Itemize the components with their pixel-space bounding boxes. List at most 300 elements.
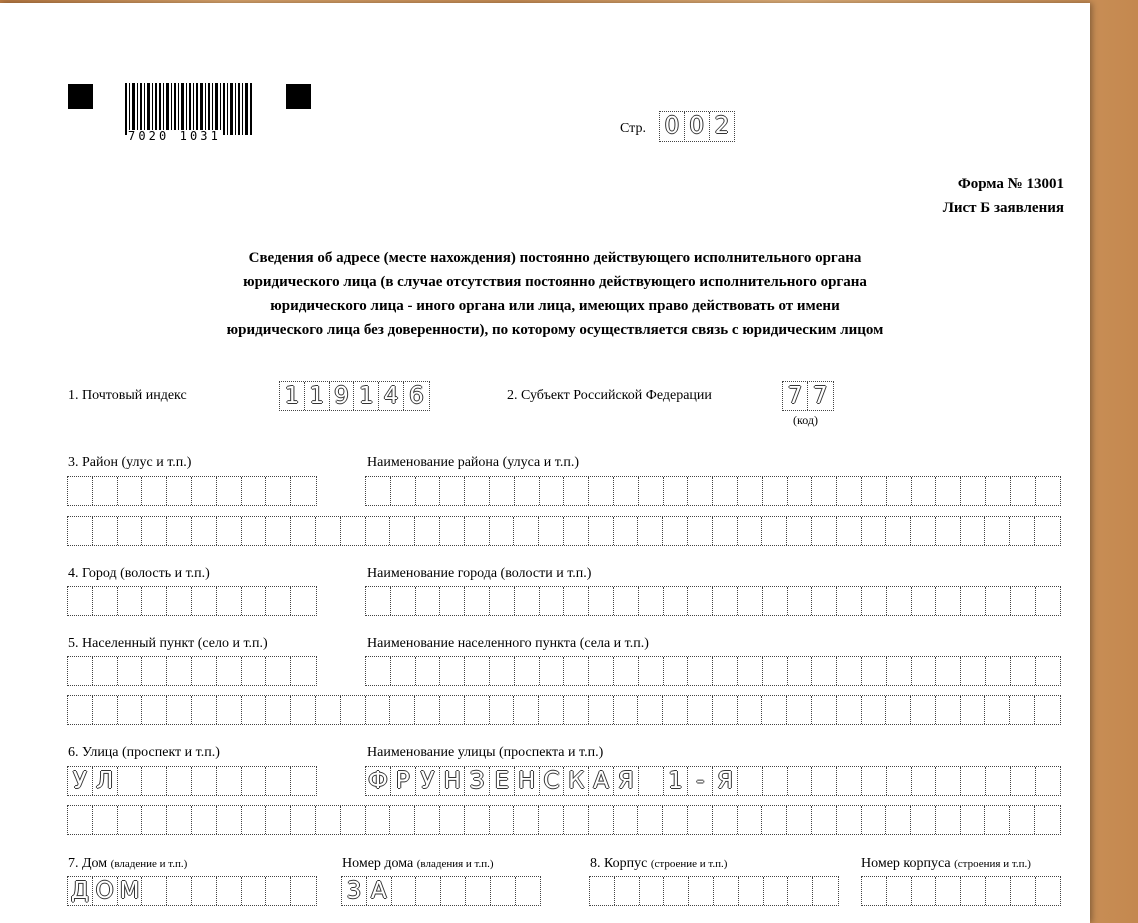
char-box: Н [515, 767, 540, 795]
char-box [142, 806, 167, 834]
char-box: 0 [660, 112, 685, 140]
char-box [862, 477, 887, 505]
char-box: 2 [714, 113, 730, 139]
char-box [291, 587, 316, 615]
form-title [90, 246, 1020, 342]
char-box [714, 877, 739, 905]
char-box [291, 657, 316, 685]
char-box: С [540, 767, 565, 795]
char-box: 4 [379, 382, 404, 410]
char-box [142, 517, 167, 545]
char-box [341, 696, 366, 724]
char-box [589, 587, 614, 615]
char-box [887, 877, 912, 905]
char-box [936, 696, 961, 724]
char-box [564, 517, 589, 545]
house-type-field[interactable] [67, 876, 317, 906]
char-box [986, 767, 1011, 795]
char-box [639, 477, 664, 505]
char-box [266, 657, 291, 685]
char-box [961, 477, 986, 505]
city-name-field[interactable] [365, 586, 1061, 616]
char-box [688, 587, 713, 615]
char-box [192, 696, 217, 724]
barcode-digits: 7020 1031 [128, 129, 221, 143]
char-box [764, 877, 789, 905]
city-name-label: Наименование города (волости и т.п.) [367, 566, 592, 581]
char-box [912, 587, 937, 615]
char-box [540, 587, 565, 615]
char-box [812, 517, 837, 545]
char-box [762, 806, 787, 834]
char-box [291, 877, 316, 905]
char-box [713, 806, 738, 834]
char-box: Р [391, 767, 416, 795]
char-box: 7 [783, 382, 808, 410]
char-box: А [589, 767, 614, 795]
char-box [862, 877, 887, 905]
char-box [862, 587, 887, 615]
char-box [788, 657, 813, 685]
char-box [68, 657, 93, 685]
char-box [440, 477, 465, 505]
char-box [416, 587, 441, 615]
char-box [142, 657, 167, 685]
char-box [738, 696, 763, 724]
char-box [862, 517, 887, 545]
char-box [664, 477, 689, 505]
char-box [911, 806, 936, 834]
char-box [985, 806, 1010, 834]
char-box: Я [713, 767, 738, 795]
char-box [192, 517, 217, 545]
char-box: Ф [366, 767, 391, 795]
char-box [738, 477, 763, 505]
char-box [837, 657, 862, 685]
char-box [516, 877, 541, 905]
char-box [68, 696, 93, 724]
char-box [787, 517, 812, 545]
char-box [466, 877, 491, 905]
char-box: К [564, 767, 589, 795]
char-box: 3 [342, 877, 367, 905]
settlement-type-field[interactable] [67, 656, 317, 686]
char-box [887, 587, 912, 615]
char-box [291, 767, 316, 795]
char-box [837, 767, 862, 795]
char-box: 1 [664, 767, 689, 795]
char-box [1010, 806, 1035, 834]
char-box [366, 696, 391, 724]
char-box [266, 767, 291, 795]
char-box [738, 767, 763, 795]
char-box [465, 517, 490, 545]
char-box [564, 587, 589, 615]
house-label [68, 856, 187, 872]
char-box [93, 806, 118, 834]
char-box [1036, 877, 1061, 905]
street-type-field[interactable] [67, 766, 317, 796]
street-name-field-continued[interactable] [67, 805, 1061, 835]
char-box [93, 587, 118, 615]
char-box [887, 657, 912, 685]
char-box [762, 696, 787, 724]
char-box [366, 517, 391, 545]
district-name-field[interactable] [365, 476, 1061, 506]
char-box [242, 767, 267, 795]
char-box [118, 477, 143, 505]
char-box [93, 477, 118, 505]
char-box [614, 587, 639, 615]
char-box [936, 657, 961, 685]
char-box [589, 657, 614, 685]
char-box [341, 517, 366, 545]
char-box [391, 587, 416, 615]
char-box [936, 587, 961, 615]
char-box [465, 696, 490, 724]
postal-index-label: 1. Почтовый индекс [68, 388, 187, 403]
char-box [912, 657, 937, 685]
char-box [911, 517, 936, 545]
postal-index-field[interactable] [279, 381, 430, 411]
char-box [762, 517, 787, 545]
char-box [291, 477, 316, 505]
char-box [142, 696, 167, 724]
char-box [1011, 767, 1036, 795]
char-box: Я [614, 767, 639, 795]
char-box [540, 477, 565, 505]
char-box [540, 657, 565, 685]
char-box [663, 517, 688, 545]
char-box [167, 477, 192, 505]
char-box [663, 806, 688, 834]
char-box [539, 806, 564, 834]
char-box [812, 696, 837, 724]
char-box [1035, 517, 1060, 545]
char-box: У [416, 767, 441, 795]
char-box [316, 517, 341, 545]
char-box [118, 587, 143, 615]
district-label: 3. Район (улус и т.п.) [68, 455, 192, 470]
building-number-label [861, 856, 1031, 872]
house-number-label-note: (владения и т.п.) [416, 858, 494, 870]
char-box [391, 477, 416, 505]
char-box [564, 657, 589, 685]
char-box [663, 696, 688, 724]
char-box [1010, 696, 1035, 724]
char-box [242, 477, 267, 505]
char-box [1035, 696, 1060, 724]
char-box [266, 696, 291, 724]
char-box [837, 477, 862, 505]
char-box [614, 806, 639, 834]
char-box [739, 877, 764, 905]
char-box [1011, 587, 1036, 615]
char-box [862, 767, 887, 795]
char-box [390, 517, 415, 545]
char-box [886, 806, 911, 834]
char-box [441, 877, 466, 905]
char-box [837, 806, 862, 834]
char-box [614, 517, 639, 545]
page-number-boxes [659, 111, 735, 142]
char-box [217, 477, 242, 505]
char-box [93, 657, 118, 685]
char-box [813, 877, 838, 905]
char-box [217, 877, 242, 905]
char-box: У [68, 767, 93, 795]
char-box [416, 657, 441, 685]
char-box [713, 696, 738, 724]
char-box [688, 477, 713, 505]
char-box [614, 657, 639, 685]
house-number-label-text: Номер дома [342, 856, 414, 871]
char-box [837, 517, 862, 545]
char-box [664, 657, 689, 685]
char-box [515, 587, 540, 615]
char-box [316, 806, 341, 834]
char-box [763, 767, 788, 795]
char-box [787, 696, 812, 724]
char-box [837, 587, 862, 615]
char-box: М [118, 877, 143, 905]
char-box [217, 587, 242, 615]
char-box [440, 657, 465, 685]
char-box [887, 767, 912, 795]
district-name-field-continued[interactable] [67, 516, 1061, 546]
char-box [465, 657, 490, 685]
region-label: 2. Субъект Российской Федерации [507, 388, 712, 403]
char-box [539, 517, 564, 545]
street-name-field[interactable] [365, 766, 1061, 796]
char-box [366, 477, 391, 505]
char-box [515, 477, 540, 505]
char-box [167, 877, 192, 905]
char-box [118, 767, 143, 795]
char-box [1035, 806, 1060, 834]
char-box [366, 657, 391, 685]
char-box [440, 517, 465, 545]
char-box [68, 517, 93, 545]
char-box [242, 657, 267, 685]
char-box [192, 767, 217, 795]
char-box [68, 806, 93, 834]
char-box [936, 767, 961, 795]
house-label-text: 7. Дом [68, 856, 108, 871]
char-box [1036, 767, 1061, 795]
title-line: юридического лица без доверенности), по которому осуществляется связь с юридическим лицом [226, 322, 884, 338]
char-box [266, 477, 291, 505]
char-box [415, 806, 440, 834]
char-box [639, 657, 664, 685]
char-box [713, 477, 738, 505]
char-box [862, 696, 887, 724]
char-box [664, 587, 689, 615]
region-code-field[interactable] [782, 381, 834, 411]
char-box [961, 657, 986, 685]
char-box [986, 477, 1011, 505]
char-box [242, 587, 267, 615]
char-box [242, 806, 267, 834]
char-box [837, 696, 862, 724]
char-box: 9 [330, 382, 355, 410]
char-box [192, 477, 217, 505]
char-box [639, 587, 664, 615]
form-sheet: Лист Б заявления [942, 200, 1064, 216]
char-box [1036, 587, 1061, 615]
char-box [291, 696, 316, 724]
char-box [688, 806, 713, 834]
settlement-name-field-continued[interactable] [67, 695, 1061, 725]
char-box: 7 [812, 383, 828, 409]
char-box [788, 877, 813, 905]
char-box [142, 477, 167, 505]
char-box [291, 806, 316, 834]
char-box: Е [490, 767, 515, 795]
char-box [738, 657, 763, 685]
char-box [490, 587, 515, 615]
building-label-note: (строение и т.п.) [650, 858, 728, 870]
char-box [192, 806, 217, 834]
char-box [217, 657, 242, 685]
char-box [886, 696, 911, 724]
char-box [416, 877, 441, 905]
char-box [936, 517, 961, 545]
char-box [217, 696, 242, 724]
building-number-label-note: (строения и т.п.) [954, 858, 1031, 870]
char-box [392, 877, 417, 905]
char-box [142, 767, 167, 795]
char-box [688, 517, 713, 545]
char-box [936, 877, 961, 905]
char-box [936, 477, 961, 505]
char-box [763, 587, 788, 615]
settlement-name-label: Наименование населенного пункта (села и т.п.) [367, 636, 649, 651]
street-name-label: Наименование улицы (проспекта и т.п.) [367, 745, 604, 760]
char-box [366, 587, 391, 615]
char-box [490, 806, 515, 834]
char-box [167, 657, 192, 685]
char-box [341, 806, 366, 834]
char-box [788, 767, 813, 795]
char-box [491, 877, 516, 905]
char-box [291, 517, 316, 545]
char-box [415, 696, 440, 724]
char-box: З [465, 767, 490, 795]
char-box [912, 477, 937, 505]
house-number-label [342, 856, 494, 872]
char-box [142, 587, 167, 615]
char-box: А [367, 877, 392, 905]
building-number-field[interactable] [861, 876, 1061, 906]
char-box [490, 517, 515, 545]
city-type-field[interactable] [67, 586, 317, 616]
char-box [514, 517, 539, 545]
char-box [68, 587, 93, 615]
char-box [440, 696, 465, 724]
char-box [763, 477, 788, 505]
char-box [266, 517, 291, 545]
region-code-note: (код) [793, 413, 818, 427]
char-box [564, 696, 589, 724]
char-box [664, 877, 689, 905]
page-label: Стр. [620, 121, 646, 136]
char-box [862, 657, 887, 685]
char-box [788, 587, 813, 615]
char-box [266, 806, 291, 834]
settlement-name-field[interactable] [365, 656, 1061, 686]
char-box [192, 877, 217, 905]
char-box [515, 657, 540, 685]
char-box [912, 877, 937, 905]
char-box [961, 806, 986, 834]
char-box [590, 877, 615, 905]
char-box [688, 696, 713, 724]
char-box [416, 477, 441, 505]
char-box [266, 877, 291, 905]
district-type-field[interactable] [67, 476, 317, 506]
char-box: 6 [409, 383, 424, 409]
char-box [961, 767, 986, 795]
title-line: юридического лица (в случае отсутствия постоянно действующего исполнительного органа [243, 274, 867, 290]
char-box [242, 877, 267, 905]
form-page [0, 3, 1090, 923]
title-line: Сведения об адресе (месте нахождения) постоянно действующего исполнительного органа [248, 250, 862, 266]
char-box [638, 517, 663, 545]
char-box: 1 [305, 382, 330, 410]
char-box [1036, 477, 1061, 505]
char-box [539, 696, 564, 724]
char-box [961, 877, 986, 905]
char-box [812, 587, 837, 615]
char-box [390, 806, 415, 834]
char-box: 1 [280, 382, 305, 410]
char-box: Н [440, 767, 465, 795]
char-box [812, 806, 837, 834]
char-box [589, 696, 614, 724]
char-box [713, 657, 738, 685]
char-box [217, 806, 242, 834]
char-box [1036, 657, 1061, 685]
char-box [465, 806, 490, 834]
char-box [812, 767, 837, 795]
house-number-field[interactable] [341, 876, 541, 906]
char-box [738, 587, 763, 615]
char-box [192, 657, 217, 685]
char-box [167, 587, 192, 615]
char-box [886, 517, 911, 545]
char-box [986, 877, 1011, 905]
char-box [1010, 517, 1035, 545]
registration-marker-right [286, 84, 311, 109]
char-box [688, 657, 713, 685]
char-box [986, 587, 1011, 615]
char-box [564, 477, 589, 505]
district-name-label: Наименование района (улуса и т.п.) [367, 455, 579, 470]
char-box [614, 696, 639, 724]
char-box [266, 587, 291, 615]
char-box [415, 517, 440, 545]
char-box [985, 517, 1010, 545]
char-box [490, 696, 515, 724]
char-box [391, 657, 416, 685]
char-box [440, 806, 465, 834]
street-label: 6. Улица (проспект и т.п.) [68, 745, 220, 760]
house-label-note: (владение и т.п.) [110, 858, 188, 870]
char-box: Л [93, 767, 118, 795]
building-type-field[interactable] [589, 876, 839, 906]
char-box [167, 517, 192, 545]
